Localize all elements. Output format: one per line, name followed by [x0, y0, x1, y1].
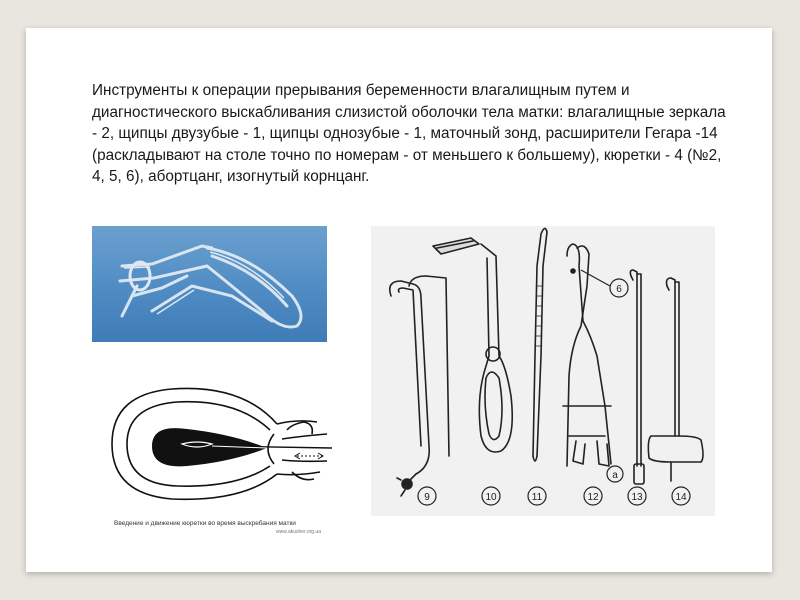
instrument-9	[390, 276, 449, 496]
diagram-caption: Введение и движение кюретки во время выскребания матки	[114, 520, 296, 527]
instrument-11	[533, 228, 547, 461]
speculum-photo	[92, 226, 327, 342]
label-14: 14	[675, 492, 687, 503]
label-13: 13	[631, 492, 643, 503]
instruments-drawing	[371, 226, 715, 516]
instrument-10	[433, 238, 512, 452]
label-9: 9	[424, 492, 430, 503]
label-10: 10	[485, 492, 497, 503]
curettage-diagram	[92, 364, 337, 524]
label-11: 11	[531, 492, 543, 503]
label-6: 6	[616, 284, 622, 295]
diagram-watermark: www.akusher.org.ua	[276, 529, 322, 535]
instrument-12	[563, 244, 611, 466]
instrument-14	[648, 278, 703, 481]
slide	[26, 28, 772, 572]
instruments-illustration	[371, 226, 715, 516]
label-12: 12	[587, 492, 599, 503]
instrument-13	[630, 270, 644, 484]
speculum-illustration	[92, 226, 327, 342]
slide-paragraph: Инструменты к операции прерывания беременности влагалищным путем и диагностического выскабливания слизистой оболочки тела матки: влагалищные зеркала - 2, щипцы двузубые - 1, щипцы однозубые - 1, маточный зонд, расширители Гегара -14 (раскладывают на столе точно по номерам - от меньшего к большему), кюретки - 4 (№2, 4, 5, 6), абортцанг, изогнутый корнцанг.	[92, 82, 726, 185]
label-a: а	[612, 470, 618, 481]
